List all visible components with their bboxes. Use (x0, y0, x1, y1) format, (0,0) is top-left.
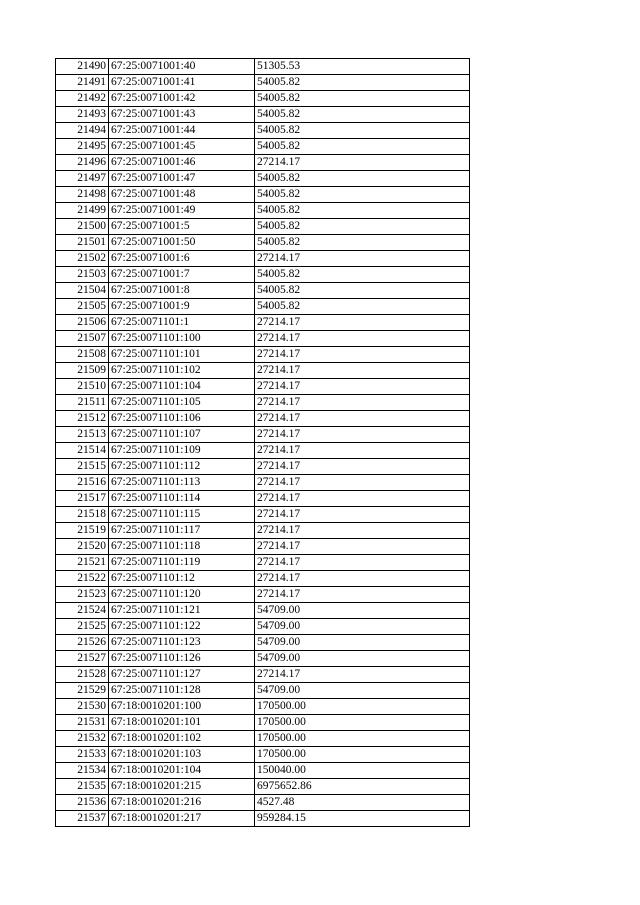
table-row (56, 699, 470, 715)
table-row (56, 123, 470, 139)
table-row (56, 603, 470, 619)
cadastral-value-cell: 54005.82 (255, 107, 470, 123)
cadastral-number-cell: 67:25:0071001:42 (109, 91, 255, 107)
row-number-cell: 21507 (56, 331, 109, 347)
cadastral-number-cell: 67:25:0071101:120 (109, 587, 255, 603)
cadastral-value-cell: 27214.17 (255, 347, 470, 363)
row-number-cell: 21508 (56, 347, 109, 363)
row-number-cell: 21495 (56, 139, 109, 155)
row-number-cell: 21520 (56, 539, 109, 555)
cadastral-number-cell: 67:25:0071101:115 (109, 507, 255, 523)
cadastral-number-cell: 67:25:0071101:105 (109, 395, 255, 411)
table-row (56, 219, 470, 235)
cadastral-number-cell: 67:25:0071001:47 (109, 171, 255, 187)
row-number-cell: 21497 (56, 171, 109, 187)
row-number-cell: 21509 (56, 363, 109, 379)
row-number-cell: 21528 (56, 667, 109, 683)
cadastral-value-cell: 54709.00 (255, 635, 470, 651)
cadastral-value-cell: 27214.17 (255, 315, 470, 331)
cadastral-value-cell: 27214.17 (255, 475, 470, 491)
cadastral-value-cell: 27214.17 (255, 587, 470, 603)
table-row (56, 395, 470, 411)
row-number-cell: 21504 (56, 283, 109, 299)
table-row (56, 587, 470, 603)
cadastral-value-cell: 27214.17 (255, 427, 470, 443)
table-row (56, 59, 470, 75)
row-number-cell: 21537 (56, 811, 109, 827)
cadastral-number-cell: 67:25:0071001:41 (109, 75, 255, 91)
cadastral-value-cell: 27214.17 (255, 379, 470, 395)
row-number-cell: 21519 (56, 523, 109, 539)
table-row (56, 363, 470, 379)
table-row (56, 795, 470, 811)
row-number-cell: 21510 (56, 379, 109, 395)
cadastral-value-cell: 54709.00 (255, 603, 470, 619)
row-number-cell: 21515 (56, 459, 109, 475)
table-row (56, 459, 470, 475)
row-number-cell: 21534 (56, 763, 109, 779)
cadastral-number-cell: 67:25:0071101:123 (109, 635, 255, 651)
cadastral-number-cell: 67:25:0071001:40 (109, 59, 255, 75)
cadastral-value-cell: 54709.00 (255, 683, 470, 699)
cadastral-value-cell: 959284.15 (255, 811, 470, 827)
cadastral-value-cell: 27214.17 (255, 363, 470, 379)
cadastral-value-cell: 27214.17 (255, 331, 470, 347)
cadastral-number-cell: 67:25:0071101:117 (109, 523, 255, 539)
cadastral-value-cell: 27214.17 (255, 459, 470, 475)
row-number-cell: 21511 (56, 395, 109, 411)
cadastral-number-cell: 67:25:0071101:113 (109, 475, 255, 491)
row-number-cell: 21513 (56, 427, 109, 443)
table-row (56, 523, 470, 539)
cadastral-value-cell: 54005.82 (255, 283, 470, 299)
cadastral-number-cell: 67:18:0010201:102 (109, 731, 255, 747)
table-row (56, 379, 470, 395)
cadastral-value-cell: 27214.17 (255, 491, 470, 507)
table-row (56, 555, 470, 571)
row-number-cell: 21526 (56, 635, 109, 651)
table-row (56, 283, 470, 299)
table-row (56, 75, 470, 91)
cadastral-value-cell: 27214.17 (255, 539, 470, 555)
cadastral-number-cell: 67:18:0010201:100 (109, 699, 255, 715)
table-row (56, 299, 470, 315)
row-number-cell: 21498 (56, 187, 109, 203)
table-row (56, 347, 470, 363)
table-row (56, 683, 470, 699)
table-row (56, 811, 470, 827)
cadastral-value-cell: 54005.82 (255, 187, 470, 203)
table-row (56, 635, 470, 651)
cadastral-value-cell: 27214.17 (255, 443, 470, 459)
row-number-cell: 21518 (56, 507, 109, 523)
cadastral-number-cell: 67:25:0071001:5 (109, 219, 255, 235)
cadastral-number-cell: 67:18:0010201:215 (109, 779, 255, 795)
cadastral-number-cell: 67:25:0071001:44 (109, 123, 255, 139)
row-number-cell: 21503 (56, 267, 109, 283)
cadastral-value-cell: 27214.17 (255, 571, 470, 587)
cadastral-value-cell: 27214.17 (255, 395, 470, 411)
row-number-cell: 21535 (56, 779, 109, 795)
cadastral-number-cell: 67:25:0071001:45 (109, 139, 255, 155)
table-row (56, 507, 470, 523)
cadastral-number-cell: 67:25:0071101:119 (109, 555, 255, 571)
cadastral-number-cell: 67:25:0071001:6 (109, 251, 255, 267)
cadastral-value-cell: 4527.48 (255, 795, 470, 811)
cadastral-number-cell: 67:25:0071001:8 (109, 283, 255, 299)
cadastral-number-cell: 67:25:0071101:109 (109, 443, 255, 459)
cadastral-value-cell: 54709.00 (255, 619, 470, 635)
table-row (56, 187, 470, 203)
row-number-cell: 21490 (56, 59, 109, 75)
cadastral-number-cell: 67:25:0071101:104 (109, 379, 255, 395)
row-number-cell: 21527 (56, 651, 109, 667)
table-row (56, 571, 470, 587)
cadastral-number-cell: 67:25:0071101:128 (109, 683, 255, 699)
cadastral-value-cell: 51305.53 (255, 59, 470, 75)
table-row (56, 651, 470, 667)
cadastral-number-cell: 67:25:0071101:12 (109, 571, 255, 587)
table-row (56, 155, 470, 171)
row-number-cell: 21516 (56, 475, 109, 491)
row-number-cell: 21499 (56, 203, 109, 219)
cadastral-value-cell: 54005.82 (255, 171, 470, 187)
row-number-cell: 21500 (56, 219, 109, 235)
cadastral-number-cell: 67:25:0071001:50 (109, 235, 255, 251)
table-row (56, 235, 470, 251)
cadastral-number-cell: 67:25:0071101:107 (109, 427, 255, 443)
cadastral-number-cell: 67:25:0071101:122 (109, 619, 255, 635)
cadastral-value-cell: 54005.82 (255, 139, 470, 155)
row-number-cell: 21493 (56, 107, 109, 123)
cadastral-value-cell: 6975652.86 (255, 779, 470, 795)
table-row (56, 203, 470, 219)
row-number-cell: 21506 (56, 315, 109, 331)
cadastral-number-cell: 67:25:0071101:106 (109, 411, 255, 427)
cadastral-value-cell: 27214.17 (255, 555, 470, 571)
cadastral-number-cell: 67:25:0071101:114 (109, 491, 255, 507)
cadastral-number-cell: 67:18:0010201:216 (109, 795, 255, 811)
table-row (56, 491, 470, 507)
cadastral-number-cell: 67:25:0071001:49 (109, 203, 255, 219)
table-row (56, 107, 470, 123)
cadastral-number-cell: 67:25:0071001:43 (109, 107, 255, 123)
cadastral-number-cell: 67:18:0010201:104 (109, 763, 255, 779)
table-row (56, 171, 470, 187)
row-number-cell: 21529 (56, 683, 109, 699)
cadastral-number-cell: 67:25:0071101:121 (109, 603, 255, 619)
table-row (56, 779, 470, 795)
row-number-cell: 21523 (56, 587, 109, 603)
table-row (56, 251, 470, 267)
cadastral-value-cell: 54005.82 (255, 91, 470, 107)
row-number-cell: 21496 (56, 155, 109, 171)
row-number-cell: 21517 (56, 491, 109, 507)
cadastral-value-table (55, 58, 470, 827)
table-row (56, 139, 470, 155)
cadastral-number-cell: 67:25:0071101:112 (109, 459, 255, 475)
cadastral-number-cell: 67:25:0071101:102 (109, 363, 255, 379)
cadastral-value-cell: 170500.00 (255, 747, 470, 763)
table-row (56, 91, 470, 107)
row-number-cell: 21533 (56, 747, 109, 763)
row-number-cell: 21505 (56, 299, 109, 315)
cadastral-value-cell: 54005.82 (255, 267, 470, 283)
row-number-cell: 21502 (56, 251, 109, 267)
cadastral-number-cell: 67:25:0071001:7 (109, 267, 255, 283)
cadastral-number-cell: 67:25:0071101:101 (109, 347, 255, 363)
row-number-cell: 21525 (56, 619, 109, 635)
table-row (56, 315, 470, 331)
cadastral-value-cell: 27214.17 (255, 251, 470, 267)
cadastral-value-cell: 27214.17 (255, 667, 470, 683)
cadastral-number-cell: 67:25:0071101:126 (109, 651, 255, 667)
cadastral-number-cell: 67:25:0071101:100 (109, 331, 255, 347)
cadastral-value-cell: 54709.00 (255, 651, 470, 667)
cadastral-value-cell: 54005.82 (255, 75, 470, 91)
cadastral-value-cell: 54005.82 (255, 235, 470, 251)
cadastral-value-cell: 150040.00 (255, 763, 470, 779)
cadastral-number-cell: 67:25:0071101:127 (109, 667, 255, 683)
cadastral-number-cell: 67:18:0010201:101 (109, 715, 255, 731)
table-row (56, 747, 470, 763)
row-number-cell: 21491 (56, 75, 109, 91)
row-number-cell: 21494 (56, 123, 109, 139)
cadastral-value-cell: 27214.17 (255, 155, 470, 171)
row-number-cell: 21492 (56, 91, 109, 107)
table-row (56, 331, 470, 347)
cadastral-value-cell: 54005.82 (255, 203, 470, 219)
cadastral-value-cell: 27214.17 (255, 523, 470, 539)
cadastral-number-cell: 67:25:0071001:48 (109, 187, 255, 203)
cadastral-value-cell: 27214.17 (255, 411, 470, 427)
row-number-cell: 21532 (56, 731, 109, 747)
row-number-cell: 21536 (56, 795, 109, 811)
cadastral-number-cell: 67:25:0071101:1 (109, 315, 255, 331)
row-number-cell: 21514 (56, 443, 109, 459)
row-number-cell: 21521 (56, 555, 109, 571)
row-number-cell: 21531 (56, 715, 109, 731)
row-number-cell: 21530 (56, 699, 109, 715)
cadastral-value-cell: 27214.17 (255, 507, 470, 523)
cadastral-number-cell: 67:18:0010201:217 (109, 811, 255, 827)
table-body (56, 59, 470, 827)
cadastral-value-cell: 170500.00 (255, 699, 470, 715)
table-row (56, 539, 470, 555)
table-row (56, 267, 470, 283)
cadastral-value-cell: 54005.82 (255, 299, 470, 315)
table-row (56, 619, 470, 635)
table-row (56, 475, 470, 491)
table-row (56, 427, 470, 443)
cadastral-number-cell: 67:25:0071101:118 (109, 539, 255, 555)
row-number-cell: 21522 (56, 571, 109, 587)
cadastral-value-cell: 54005.82 (255, 123, 470, 139)
row-number-cell: 21512 (56, 411, 109, 427)
table-row (56, 411, 470, 427)
table-row (56, 731, 470, 747)
cadastral-number-cell: 67:25:0071001:9 (109, 299, 255, 315)
table-row (56, 763, 470, 779)
row-number-cell: 21524 (56, 603, 109, 619)
table-row (56, 715, 470, 731)
cadastral-number-cell: 67:25:0071001:46 (109, 155, 255, 171)
table-row (56, 667, 470, 683)
cadastral-value-cell: 170500.00 (255, 731, 470, 747)
cadastral-number-cell: 67:18:0010201:103 (109, 747, 255, 763)
cadastral-value-cell: 54005.82 (255, 219, 470, 235)
table-row (56, 443, 470, 459)
cadastral-value-cell: 170500.00 (255, 715, 470, 731)
row-number-cell: 21501 (56, 235, 109, 251)
